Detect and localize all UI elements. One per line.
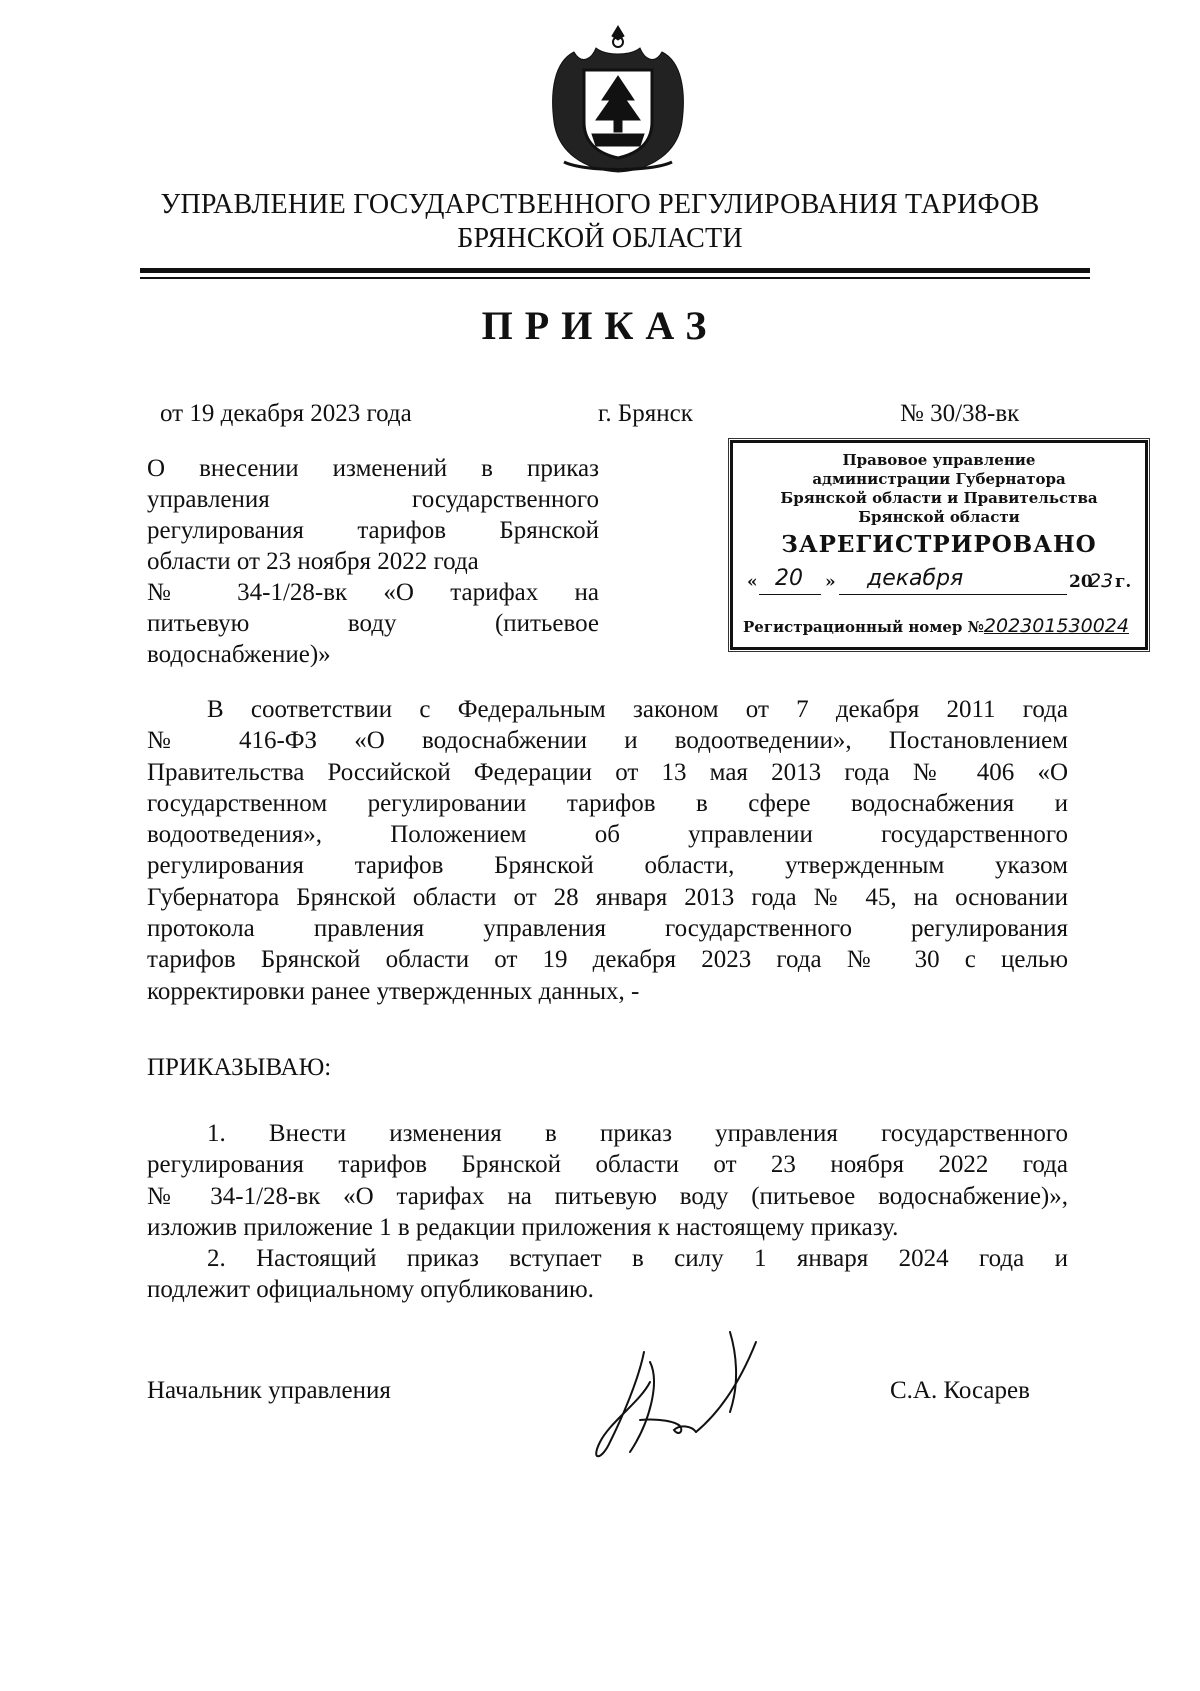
header-rule-thick	[140, 268, 1090, 273]
org-line-2: БРЯНСКОЙ ОБЛАСТИ	[457, 223, 743, 254]
subject-line: управления государственного	[147, 486, 599, 513]
stamp-registered: ЗАРЕГИСТРИРОВАНО	[781, 531, 1097, 558]
header-rule-thin	[140, 277, 1090, 279]
registration-stamp	[730, 440, 1148, 650]
order-items	[147, 1118, 1068, 1306]
stamp-month: декабря	[867, 566, 964, 591]
stamp-year-unit: г.	[1115, 572, 1132, 592]
preamble	[147, 694, 1068, 1007]
org-line-1: УПРАВЛЕНИЕ ГОСУДАРСТВЕННОГО РЕГУЛИРОВАНИЯ ТАРИФОВ	[160, 189, 1040, 220]
subject-line: питьевую воду (питьевое	[147, 610, 599, 637]
preamble-line: корректировки ранее утвержденных данных, -	[147, 977, 640, 1005]
order-city: г. Брянск	[598, 400, 693, 427]
preamble-line: Губернатора Брянской области от 28 января 2013 года № 45, на основании	[147, 883, 1068, 911]
subject-line: водоснабжение)»	[147, 641, 331, 668]
stamp-line: Брянской области и Правительства	[780, 489, 1098, 507]
stamp-day: 20	[775, 566, 803, 591]
stamp-date: « 20 » декабря 20 23 г.	[747, 570, 1137, 600]
subject-line: № 34-1/28-вк «О тарифах на	[147, 579, 599, 606]
order-directive: ПРИКАЗЫВАЮ:	[147, 1054, 332, 1081]
preamble-line: Правительства Российской Федерации от 13 мая 2013 года № 406 «О	[147, 758, 1068, 786]
preamble-line: государственном регулировании тарифов в сфере водоснабжения и	[147, 789, 1068, 817]
stamp-year-suffix: 23	[1089, 570, 1114, 592]
regnum-label: Регистрационный номер №	[743, 618, 984, 636]
document-title: ПРИКАЗ	[481, 303, 719, 348]
stamp-year-prefix: 20	[1069, 572, 1093, 592]
preamble-line: тарифов Брянской области от 19 декабря 2023 года № 30 с целью	[147, 946, 1068, 974]
stamp-registration-number	[743, 615, 1143, 637]
order-number: № 30/38-вк	[900, 400, 1020, 427]
subject-line: О внесении изменений в приказ	[147, 455, 599, 482]
regnum-value: 202301530024	[983, 615, 1129, 637]
preamble-line: регулирования тарифов Брянской области, утвержденным указом	[147, 852, 1068, 880]
stamp-line: Брянской области	[858, 508, 1020, 526]
coat-of-arms-icon	[544, 22, 692, 177]
handwritten-signature	[580, 1322, 810, 1472]
subject-line: регулирования тарифов Брянской	[147, 517, 599, 544]
order-date: от 19 декабря 2023 года	[160, 400, 412, 427]
order-item-line: изложив приложение 1 в редакции приложения к настоящему приказу.	[147, 1213, 899, 1241]
stamp-line: администрации Губернатора	[812, 470, 1066, 488]
order-item-line: регулирования тарифов Брянской области от 23 ноября 2022 года	[147, 1151, 1068, 1179]
preamble-line: № 416-ФЗ «О водоснабжении и водоотведении», Постановлением	[147, 727, 1068, 755]
order-item-line: 1. Внести изменения в приказ управления государственного	[207, 1120, 1068, 1147]
signatory-name: С.А. Косарев	[890, 1377, 1030, 1404]
organization-name	[0, 188, 1200, 256]
stamp-line: Правовое управление	[842, 451, 1036, 469]
signatory-position: Начальник управления	[147, 1377, 391, 1404]
order-item-line: подлежит официальному опубликованию.	[147, 1276, 594, 1304]
order-subject	[147, 453, 599, 669]
preamble-line: протокола правления управления государственного регулирования	[147, 915, 1068, 943]
order-item-line: № 34-1/28-вк «О тарифах на питьевую воду (питьевое водоснабжение)»,	[147, 1182, 1068, 1210]
preamble-line: водоотведения», Положением об управлении государственного	[147, 821, 1068, 849]
subject-line: области от 23 ноября 2022 года	[147, 548, 479, 575]
preamble-line: В соответствии с Федеральным законом от 7 декабря 2011 года	[207, 696, 1068, 723]
order-item-line: 2. Настоящий приказ вступает в силу 1 января 2024 года и	[207, 1245, 1068, 1273]
